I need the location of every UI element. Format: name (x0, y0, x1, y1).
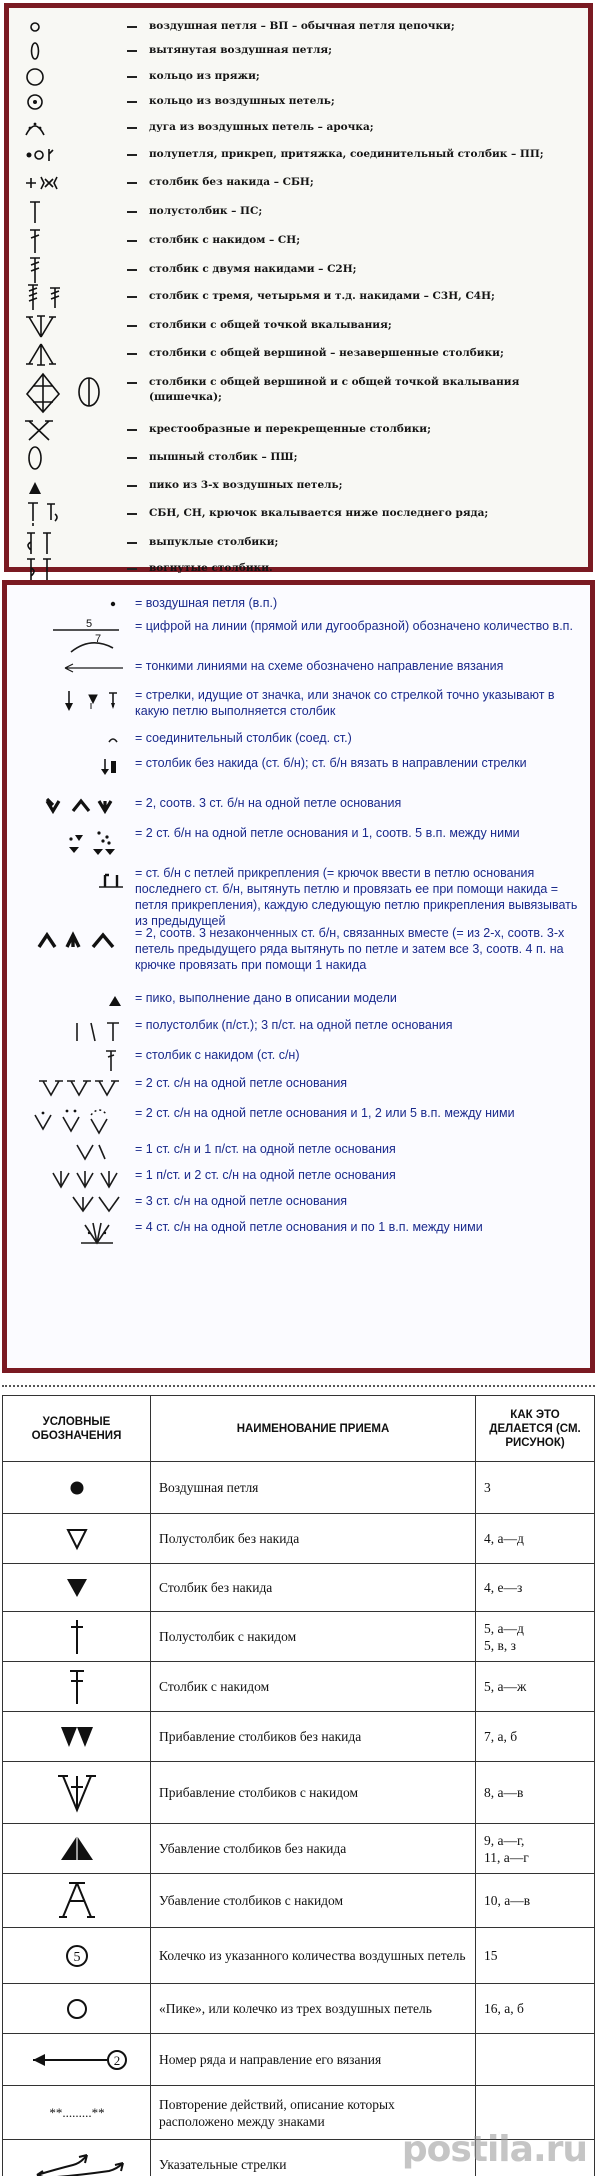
table-row (3, 1762, 595, 1824)
legend-description: СБН, СН, крючок вкалывается ниже последнего ряда; (149, 507, 489, 519)
table-row (3, 1662, 595, 1712)
legend-row (9, 445, 588, 472)
legend-description: = воздушная петля (в.п.) (135, 596, 278, 610)
ring-of-chain-icon (21, 89, 121, 116)
legend-description: столбик с двумя накидами – С2Н; (149, 263, 357, 275)
technique-name: Прибавление столбиков без накида (151, 1712, 476, 1762)
shared-top-icon (21, 341, 121, 368)
filled-dot-icon (3, 1462, 151, 1514)
legend-description: столбики с общей точкой вкалывания; (149, 319, 392, 331)
legend-description: кольцо из пряжи; (149, 70, 260, 82)
dash-separator (127, 325, 137, 327)
shared-base-icon (21, 313, 121, 340)
table-row (3, 2034, 595, 2086)
technique-name: Убавление столбиков без накида (151, 1824, 476, 1874)
legend-description: = столбик с накидом (ст. с/н) (135, 1048, 300, 1062)
technique-name: Воздушная петля (151, 1462, 476, 1514)
legend-row (9, 142, 588, 169)
double-crochet-icon (21, 228, 121, 255)
crochet-symbol-icon (13, 865, 133, 905)
legend-row (9, 228, 588, 255)
crochet-symbol-icon (13, 755, 133, 795)
crochet-symbol-icon (13, 687, 133, 727)
figure-reference: 4, е—з (476, 1564, 595, 1612)
legend-description: выпуклые столбики; (149, 536, 279, 548)
legend-row (9, 556, 588, 583)
dash-separator (127, 296, 137, 298)
table-header-row (3, 1396, 595, 1462)
dash-separator (127, 182, 137, 184)
dash-separator (127, 542, 137, 544)
figure-reference: 3 (476, 1462, 595, 1514)
picot-ring-icon (3, 1984, 151, 2034)
header-technique: НАИМЕНОВАНИЕ ПРИЕМА (151, 1396, 476, 1462)
table-row (3, 1462, 595, 1514)
dash-separator (127, 457, 137, 459)
dash-separator (127, 50, 137, 52)
dash-separator (127, 382, 137, 384)
chain-count-label: 5 (86, 618, 93, 630)
legend-row (9, 38, 588, 65)
technique-name: Номер ряда и направление его вязания (151, 2034, 476, 2086)
legend-description: дуга из воздушных петель – арочка; (149, 121, 374, 133)
table-row (3, 1514, 595, 1564)
legend-description: = пико, выполнение дано в описании модели (135, 991, 397, 1005)
crochet-symbol-icon (13, 1105, 133, 1145)
dash-separator (127, 211, 137, 213)
legend-row (9, 284, 588, 311)
legend-table-panel (2, 1385, 595, 2174)
legend-row (9, 64, 588, 91)
picot-icon (21, 473, 121, 500)
legend-description: = столбик без накида (ст. б/н); ст. б/н вязать в направлении стрелки (135, 756, 527, 770)
legend-description: крестообразные и перекрещенные столбики; (149, 423, 431, 435)
double-bar-dagger-icon (3, 1662, 151, 1712)
legend-description: столбики с общей вершиной и с общей точкой вкалывания (шишечка); (149, 376, 520, 403)
legend-description: пышный столбик – ПШ; (149, 451, 298, 463)
legend-description: = 1 ст. с/н и 1 п/ст. на одной петле основания (135, 1142, 396, 1156)
repeat-marks-icon (3, 2086, 151, 2140)
figure-reference: 8, а—в (476, 1762, 595, 1824)
technique-name: «Пике», или колечко из трех воздушных петель (151, 1984, 476, 2034)
slip-stitch-icon (21, 142, 121, 169)
legend-row (9, 370, 588, 414)
legend-description: = 2 ст. б/н на одной петле основания и 1, соотв. 5 в.п. между ними (135, 826, 520, 840)
legend-description: = 1 п/ст. и 2 ст. с/н на одной петле основания (135, 1168, 396, 1182)
table-row (3, 1564, 595, 1612)
legend-row (9, 341, 588, 368)
table-row (3, 1928, 595, 1984)
dash-separator (127, 127, 137, 129)
crochet-symbol-icon (13, 1219, 133, 1259)
spike-icon (21, 501, 121, 528)
dash-separator (127, 429, 137, 431)
dash-separator (127, 353, 137, 355)
figure-reference: 5, а—ж (476, 1662, 595, 1712)
double-filled-triangle-icon (3, 1712, 151, 1762)
dash-separator (127, 485, 137, 487)
figure-reference: 16, а, б (476, 1984, 595, 2034)
technique-name: Указательные стрелки (151, 2140, 476, 2176)
multi-treble-icon (21, 284, 121, 311)
table-row (3, 1712, 595, 1762)
legend-row (9, 313, 588, 340)
legend-row (9, 199, 588, 226)
half-double-icon (21, 199, 121, 226)
legend-row (9, 530, 588, 557)
single-crochet-icon (21, 170, 121, 197)
ring-icon (21, 64, 121, 91)
dash-separator (127, 568, 137, 570)
legend-row (9, 115, 588, 142)
crochet-symbol-icon (13, 825, 133, 865)
legend-description: = 2 ст. с/н на одной петле основания и 1, 2 или 5 в.п. между ними (135, 1106, 515, 1120)
dash-separator (127, 269, 137, 271)
legend-description: кольцо из воздушных петель; (149, 95, 335, 107)
legend-description: = 3 ст. с/н на одной петле основания (135, 1194, 348, 1208)
figure-reference: 15 (476, 1928, 595, 1984)
crochet-symbol-icon (13, 618, 133, 658)
crochet-symbol-icon (13, 925, 133, 965)
ring-count-label: 5 (73, 1949, 80, 1965)
dash-separator (127, 154, 137, 156)
filled-triangle-icon (3, 1564, 151, 1612)
table-row (3, 1984, 595, 2034)
legend-description: = 2, соотв. 3 ст. б/н на одной петле основания (135, 796, 402, 810)
legend-row (9, 89, 588, 116)
figure-reference: 7, а, б (476, 1712, 595, 1762)
legend-description: столбик без накида – СБН; (149, 176, 314, 188)
legend-description: полупетля, прикреп, притяжка, соединительный столбик – ПП; (149, 148, 544, 160)
crossed-icon (21, 417, 121, 444)
legend-description: = полустолбик (п/ст.); 3 п/ст. на одной петле основания (135, 1018, 453, 1032)
legend-description: = цифрой на линии (прямой или дугообразной) обозначено количество в.п. (135, 619, 573, 633)
decrease-tent-icon (3, 1874, 151, 1928)
filled-pyramid-icon (3, 1824, 151, 1874)
numbered-ring-icon (3, 1928, 151, 1984)
table-row (3, 1612, 595, 1662)
legend-description: полустолбик – ПС; (149, 205, 263, 217)
back-post-icon (21, 556, 121, 583)
figure-reference: 4, а—д (476, 1514, 595, 1564)
dash-separator (127, 26, 137, 28)
dash-separator (127, 101, 137, 103)
technique-name: Повторение действий, описание которых расположено между знаками (151, 2086, 476, 2140)
legend-description: = стрелки, идущие от значка, или значок со стрелкой точно указывают в какую петлю выполняется столбик (135, 688, 555, 718)
table-row (3, 1824, 595, 1874)
row-arrow-icon (3, 2034, 151, 2086)
dagger-icon (3, 1612, 151, 1662)
pointer-arrows-icon (3, 2140, 151, 2176)
legend-description: = 2 ст. с/н на одной петле основания (135, 1076, 348, 1090)
legend-description: вытянутая воздушная петля; (149, 44, 333, 56)
dotted-divider (2, 1385, 595, 1393)
figure-reference (476, 2034, 595, 2086)
open-circle-icon (21, 14, 121, 41)
repeat-marks-label: **.........** (48, 2104, 105, 2120)
legend-row (9, 501, 588, 528)
figure-reference: 5, а—д 5, в, з (476, 1612, 595, 1662)
fan-increase-icon (3, 1762, 151, 1824)
row-number-label: 2 (113, 2052, 120, 2068)
legend-row (9, 417, 588, 444)
hollow-triangle-icon (3, 1514, 151, 1564)
header-figure: КАК ЭТО ДЕЛАЕТСЯ (СМ. РИСУНОК) (476, 1396, 595, 1462)
legend-panel-2 (2, 580, 595, 1373)
legend-description: = соединительный столбик (соед. ст.) (135, 731, 352, 745)
technique-name: Полустолбик без накида (151, 1514, 476, 1564)
legend-row (9, 170, 588, 197)
figure-reference: 10, а—в (476, 1874, 595, 1928)
legend-table (2, 1395, 595, 2176)
technique-name: Столбик с накидом (151, 1662, 476, 1712)
legend-description: = тонкими линиями на схеме обозначено направление вязания (135, 659, 504, 673)
technique-name: Столбик без накида (151, 1564, 476, 1612)
legend-description: = 2, соотв. 3 незаконченных ст. б/н, связанных вместе (= из 2-х, соотв. 3-х петель предыдущего ряда вытянуть по петле и затем все 3, соотв. 4 п. на крючке провязать при помощи 1 накида (135, 926, 565, 972)
technique-name: Прибавление столбиков с накидом (151, 1762, 476, 1824)
legend-description: вогнутые столбики. (149, 562, 273, 574)
bobble-icon (21, 370, 121, 397)
chain-count-label: 7 (95, 633, 102, 645)
dash-separator (127, 240, 137, 242)
figure-reference: 9, а—г, 11, а—г (476, 1824, 595, 1874)
dash-separator (127, 76, 137, 78)
header-symbols: УСЛОВНЫЕ ОБОЗНАЧЕНИЯ (3, 1396, 151, 1462)
legend-description: столбики с общей вершиной – незавершенные столбики; (149, 347, 504, 359)
technique-name: Убавление столбиков с накидом (151, 1874, 476, 1928)
legend-row (9, 257, 588, 284)
legend-row (9, 473, 588, 500)
legend-description: воздушная петля – ВП – обычная петля цепочки; (149, 20, 455, 32)
technique-name: Колечко из указанного количества воздушных петель (151, 1928, 476, 1984)
treble-crochet-icon (21, 257, 121, 284)
table-row (3, 1874, 595, 1928)
dash-separator (127, 513, 137, 515)
puff-icon (21, 445, 121, 472)
legend-description: = ст. б/н с петлей прикрепления (= крючок ввести в петлю основания последнего ст. б/н, вытянуть петлю и провязать ее при помощи накида = петля прикрепления), каждую следующую петлю прикрепления вывязывать из предыдущей (135, 866, 578, 928)
front-post-icon (21, 530, 121, 557)
technique-name: Полустолбик с накидом (151, 1612, 476, 1662)
arch-icon (21, 115, 121, 142)
legend-row (9, 14, 588, 41)
elongated-oval-icon (21, 38, 121, 65)
legend-panel-1 (4, 3, 593, 572)
legend-description: столбик с тремя, четырьмя и т.д. накидами – С3Н, С4Н; (149, 290, 495, 302)
legend-description: столбик с накидом – СН; (149, 234, 301, 246)
watermark: postila.ru (401, 2129, 587, 2170)
legend-description: пико из 3-х воздушных петель; (149, 479, 343, 491)
legend-description: = 4 ст. с/н на одной петле основания и по 1 в.п. между ними (135, 1220, 483, 1234)
